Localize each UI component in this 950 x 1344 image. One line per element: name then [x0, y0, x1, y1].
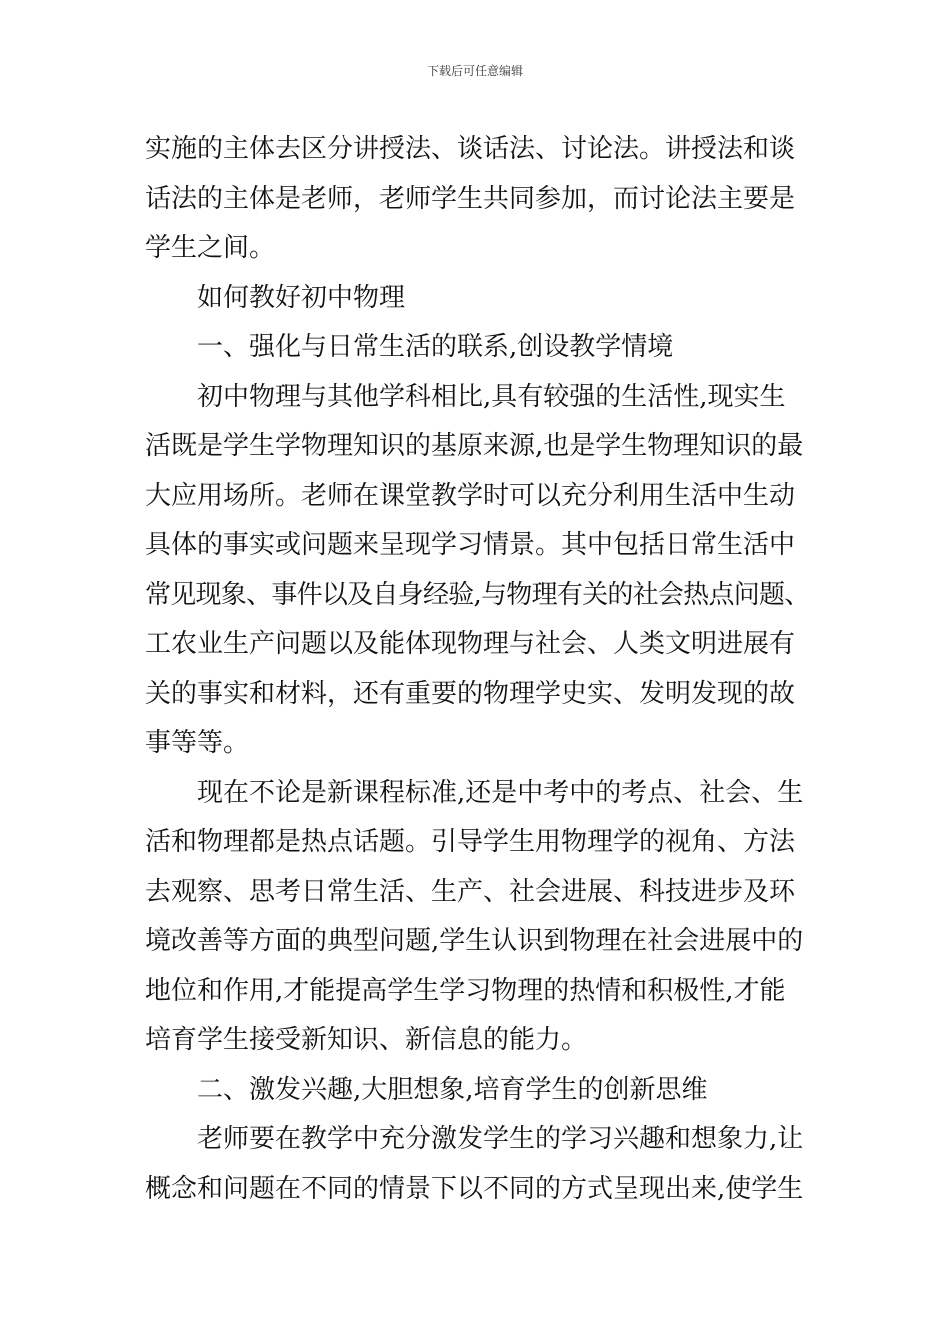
text-line: 大应用场所。老师在课堂教学时可以充分利用生活中生动 — [145, 480, 796, 511]
text-line: 去观察、思考日常生活、生产、社会进展、科技进步及环 — [145, 876, 796, 907]
text-line: 老师要在教学中充分激发学生的学习兴趣和想象力,让 — [197, 1124, 804, 1154]
text-line: 一、强化与日常生活的联系,创设教学情境 — [197, 332, 674, 362]
text-line: 如何教好初中物理 — [197, 282, 406, 313]
text-line: 二、激发兴趣,大胆想象,培育学生的创新思维 — [197, 1074, 708, 1105]
text-line: 话法的主体是老师，老师学生共同参加，而讨论法主要是 — [145, 183, 796, 214]
text-line: 活既是学生学物理知识的基原来源,也是学生物理知识的最 — [145, 431, 804, 461]
document-body — [145, 125, 810, 1214]
text-line: 具体的事实或问题来呈现学习情景。其中包括日常生活中 — [145, 530, 796, 560]
text-line: 实施的主体去区分讲授法、谈话法、讨论法。讲授法和谈 — [145, 134, 796, 164]
text-line: 境改善等方面的典型问题,学生认识到物理在社会进展中的 — [145, 926, 804, 956]
text-line: 学生之间。 — [145, 233, 276, 263]
text-line: 地位和作用,才能提高学生学习物理的热情和积极性,才能 — [145, 975, 786, 1006]
text-line: 概念和问题在不同的情景下以不同的方式呈现出来,使学生 — [145, 1173, 804, 1204]
text-line: 工农业生产问题以及能体现物理与社会、人类文明进展有 — [145, 629, 796, 659]
text-line: 初中物理与其他学科相比,具有较强的生活性,现实生 — [197, 381, 786, 412]
text-line: 活和物理都是热点话题。引导学生用物理学的视角、方法 — [145, 827, 796, 857]
text-line: 关的事实和材料，还有重要的物理学史实、发明发现的故 — [145, 678, 796, 709]
page-header: 下载后可任意编辑 — [426, 64, 523, 78]
text-line: 现在不论是新课程标准,还是中考中的考点、社会、生 — [197, 777, 804, 808]
text-line: 事等等。 — [145, 728, 250, 758]
text-line: 培育学生接受新知识、新信息的能力。 — [145, 1025, 588, 1055]
text-line: 常见现象、事件以及自身经验,与物理有关的社会热点问题、 — [145, 579, 810, 610]
